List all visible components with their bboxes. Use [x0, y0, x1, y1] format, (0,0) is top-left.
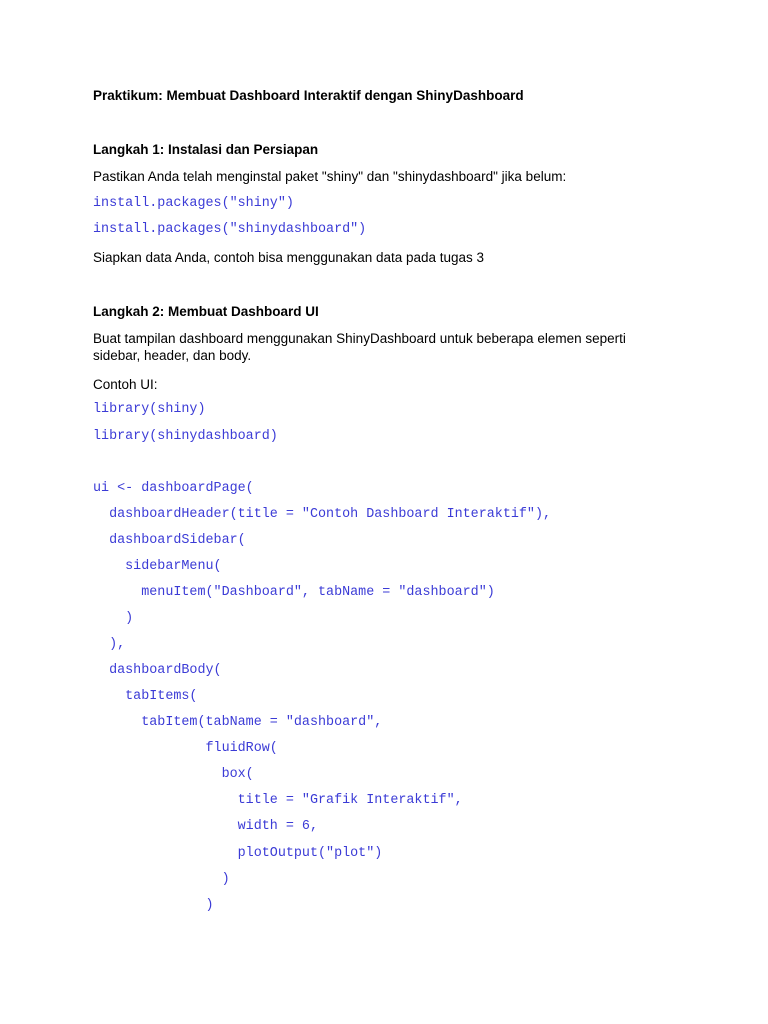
code-line: dashboardHeader(title = "Contoh Dashboard Interaktif"),: [93, 507, 552, 522]
code-line: ): [93, 898, 214, 913]
code-line: tabItem(tabName = "dashboard",: [93, 715, 383, 730]
code-line: ),: [93, 637, 126, 652]
code-line: box(: [93, 767, 254, 782]
code-line: menuItem("Dashboard", tabName = "dashboard"): [93, 585, 495, 600]
code-line: dashboardBody(: [93, 663, 222, 678]
step1-heading: Langkah 1: Instalasi dan Persiapan: [93, 142, 319, 157]
code-line: sidebarMenu(: [93, 559, 222, 574]
example-label: Contoh UI:: [93, 377, 158, 392]
step2-intro: Buat tampilan dashboard menggunakan ShinyDashboard untuk beberapa elemen seperti sidebar, header, dan body.: [93, 331, 626, 363]
code-line: fluidRow(: [93, 741, 278, 756]
step1-note: Siapkan data Anda, contoh bisa menggunakan data pada tugas 3: [93, 250, 485, 265]
code-line: tabItems(: [93, 689, 198, 704]
code-line: library(shinydashboard): [93, 429, 278, 444]
code-line: ): [93, 872, 230, 887]
code-line: install.packages("shiny"): [93, 196, 294, 211]
code-line: library(shiny): [93, 402, 206, 417]
code-line: ): [93, 611, 134, 626]
code-line: install.packages("shinydashboard"): [93, 222, 367, 237]
code-line: ui <- dashboardPage(: [93, 481, 254, 496]
code-line: title = "Grafik Interaktif",: [93, 793, 463, 808]
step2-heading: Langkah 2: Membuat Dashboard UI: [93, 304, 319, 319]
step1-intro: Pastikan Anda telah menginstal paket "shiny" dan "shinydashboard" jika belum:: [93, 169, 567, 184]
document-title: Praktikum: Membuat Dashboard Interaktif dengan ShinyDashboard: [93, 88, 524, 103]
code-line: plotOutput("plot"): [93, 846, 383, 861]
code-line: width = 6,: [93, 819, 318, 834]
code-line: dashboardSidebar(: [93, 533, 246, 548]
